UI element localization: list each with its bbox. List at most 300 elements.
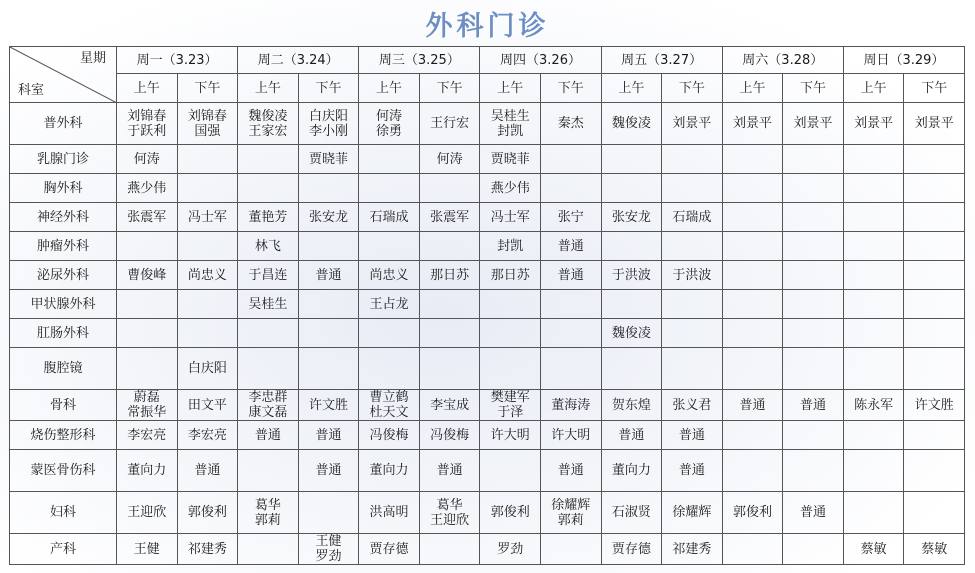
schedule-cell xyxy=(359,421,420,450)
doctor-name: 石瑞成 xyxy=(369,209,409,225)
schedule-cell xyxy=(117,145,178,174)
pm-header: 下午 xyxy=(419,74,480,103)
doctor-name: 郭莉 xyxy=(254,512,281,528)
dept-name: 胸外科 xyxy=(10,174,117,203)
schedule-cell xyxy=(238,103,299,145)
schedule-cell xyxy=(540,319,601,348)
day-header: 周四（3.26） xyxy=(480,47,601,74)
schedule-cell xyxy=(117,348,178,390)
doctor-name: 普通 xyxy=(678,463,705,478)
doctor-name: 李宏亮 xyxy=(127,427,167,443)
schedule-cell xyxy=(359,232,420,261)
dept-name: 泌尿外科 xyxy=(10,261,117,290)
schedule-cell xyxy=(177,103,238,145)
doctor-name: 许大明 xyxy=(551,427,591,443)
day-header: 周一（3.23） xyxy=(117,47,238,74)
schedule-cell xyxy=(117,450,178,492)
schedule-cell xyxy=(722,421,783,450)
table-row xyxy=(10,145,965,174)
schedule-cell xyxy=(238,534,299,565)
doctor-name: 葛华 xyxy=(436,497,463,513)
schedule-cell xyxy=(843,103,904,145)
schedule-cell xyxy=(843,174,904,203)
schedule-cell xyxy=(117,319,178,348)
doctor-name: 于泽 xyxy=(497,405,524,420)
table-row xyxy=(10,421,965,450)
doctor-name: 那日苏 xyxy=(430,267,470,283)
doctor-name: 郭俊利 xyxy=(732,505,772,520)
schedule-cell xyxy=(722,290,783,319)
am-header: 上午 xyxy=(359,74,420,103)
doctor-name: 普通 xyxy=(739,397,766,413)
doctor-name: 董向力 xyxy=(369,463,409,478)
schedule-cell xyxy=(298,103,359,145)
day-header: 周日（3.29） xyxy=(843,47,964,74)
schedule-cell xyxy=(662,203,723,232)
table-row xyxy=(10,203,965,232)
dept-name: 乳腺门诊 xyxy=(10,145,117,174)
table-row xyxy=(10,450,965,492)
doctor-name: 陈永军 xyxy=(854,397,894,413)
schedule-cell xyxy=(601,290,662,319)
schedule-cell xyxy=(540,174,601,203)
schedule-cell xyxy=(298,421,359,450)
schedule-cell xyxy=(904,348,965,390)
schedule-cell xyxy=(722,145,783,174)
schedule-cell xyxy=(419,174,480,203)
doctor-name: 王健 xyxy=(133,541,160,557)
schedule-cell xyxy=(783,290,844,319)
schedule-cell xyxy=(177,421,238,450)
doctor-name: 王占龙 xyxy=(369,296,409,312)
schedule-cell xyxy=(298,145,359,174)
schedule-cell xyxy=(904,103,965,145)
schedule-cell xyxy=(480,319,541,348)
schedule-cell xyxy=(238,174,299,203)
schedule-cell xyxy=(238,450,299,492)
schedule-cell xyxy=(601,348,662,390)
schedule-cell xyxy=(904,145,965,174)
doctor-name: 徐耀辉 xyxy=(672,505,712,520)
schedule-cell xyxy=(540,390,601,421)
doctor-name: 燕少伟 xyxy=(490,180,530,196)
schedule-cell xyxy=(722,450,783,492)
schedule-cell xyxy=(480,145,541,174)
table-row xyxy=(10,390,965,421)
schedule-cell xyxy=(783,203,844,232)
am-header: 上午 xyxy=(480,74,541,103)
schedule-cell xyxy=(117,232,178,261)
schedule-cell xyxy=(662,103,723,145)
doctor-name: 国强 xyxy=(194,123,221,139)
schedule-cell xyxy=(904,319,965,348)
schedule-cell xyxy=(722,261,783,290)
schedule-cell xyxy=(298,348,359,390)
dept-name: 甲状腺外科 xyxy=(10,290,117,319)
doctor-name: 李宏亮 xyxy=(187,427,227,443)
schedule-cell xyxy=(359,174,420,203)
doctor-name: 石淑贤 xyxy=(611,505,651,520)
schedule-cell xyxy=(480,232,541,261)
schedule-cell xyxy=(662,492,723,534)
doctor-name: 许大明 xyxy=(490,427,530,443)
doctor-name: 那日苏 xyxy=(490,267,530,283)
doctor-name: 蔚磊 xyxy=(133,390,160,405)
schedule-cell xyxy=(783,145,844,174)
schedule-cell xyxy=(722,348,783,390)
schedule-cell xyxy=(419,450,480,492)
schedule-cell xyxy=(419,421,480,450)
schedule-cell xyxy=(359,534,420,565)
schedule-cell xyxy=(117,261,178,290)
schedule-cell xyxy=(419,348,480,390)
schedule-cell xyxy=(540,290,601,319)
schedule-cell xyxy=(904,390,965,421)
dept-name: 肛肠外科 xyxy=(10,319,117,348)
doctor-name: 王迎欣 xyxy=(127,505,167,520)
schedule-cell xyxy=(117,534,178,565)
doctor-name: 魏俊凌 xyxy=(611,325,651,341)
table-row xyxy=(10,319,965,348)
schedule-cell xyxy=(177,290,238,319)
doctor-name: 杜天文 xyxy=(369,405,409,420)
am-header: 上午 xyxy=(722,74,783,103)
schedule-cell xyxy=(843,319,904,348)
schedule-cell xyxy=(722,103,783,145)
schedule-cell xyxy=(722,203,783,232)
schedule-cell xyxy=(540,145,601,174)
schedule-cell xyxy=(601,421,662,450)
day-header: 周五（3.27） xyxy=(601,47,722,74)
schedule-cell xyxy=(843,290,904,319)
schedule-cell xyxy=(540,232,601,261)
schedule-cell xyxy=(904,232,965,261)
doctor-name: 曹立鹤 xyxy=(369,390,409,405)
doctor-name: 刘景平 xyxy=(793,116,833,131)
doctor-name: 张义君 xyxy=(672,397,712,413)
schedule-cell xyxy=(843,421,904,450)
doctor-name: 何涛 xyxy=(133,151,160,167)
doctor-name: 贾晓菲 xyxy=(490,151,530,167)
doctor-name: 白庆阳 xyxy=(308,108,348,124)
doctor-name: 普通 xyxy=(194,463,221,478)
schedule-cell xyxy=(601,319,662,348)
schedule-cell xyxy=(662,348,723,390)
schedule-cell xyxy=(904,203,965,232)
pm-header: 下午 xyxy=(298,74,359,103)
schedule-cell xyxy=(843,450,904,492)
doctor-name: 普通 xyxy=(557,267,584,283)
doctor-name: 普通 xyxy=(315,427,342,443)
schedule-cell xyxy=(662,145,723,174)
schedule-cell xyxy=(601,232,662,261)
doctor-name: 冯俊梅 xyxy=(369,427,409,443)
pm-header: 下午 xyxy=(662,74,723,103)
schedule-cell xyxy=(783,492,844,534)
doctor-name: 洪高明 xyxy=(369,505,409,520)
doctor-name: 李小刚 xyxy=(308,123,348,139)
schedule-cell xyxy=(238,261,299,290)
schedule-cell xyxy=(662,450,723,492)
dept-name: 腹腔镜 xyxy=(10,348,117,390)
schedule-cell xyxy=(722,232,783,261)
schedule-cell xyxy=(540,534,601,565)
schedule-cell xyxy=(783,348,844,390)
schedule-cell xyxy=(177,261,238,290)
schedule-cell xyxy=(843,390,904,421)
doctor-name: 普通 xyxy=(557,238,584,254)
schedule-cell xyxy=(177,492,238,534)
dept-name: 妇科 xyxy=(10,492,117,534)
doctor-name: 刘景平 xyxy=(854,116,894,131)
doctor-name: 刘锦春 xyxy=(187,108,227,124)
doctor-name: 燕少伟 xyxy=(127,180,167,196)
dept-name: 蒙医骨伤科 xyxy=(10,450,117,492)
schedule-cell xyxy=(177,203,238,232)
schedule-cell xyxy=(238,145,299,174)
schedule-cell xyxy=(117,103,178,145)
schedule-cell xyxy=(783,534,844,565)
am-header: 上午 xyxy=(117,74,178,103)
doctor-name: 曹俊峰 xyxy=(127,267,167,283)
doctor-name: 葛华 xyxy=(254,497,281,513)
schedule-cell xyxy=(480,534,541,565)
schedule-cell xyxy=(783,450,844,492)
dept-name: 产科 xyxy=(10,534,117,565)
schedule-cell xyxy=(298,261,359,290)
schedule-cell xyxy=(662,261,723,290)
am-header: 上午 xyxy=(238,74,299,103)
day-header: 周二（3.24） xyxy=(238,47,359,74)
schedule-cell xyxy=(540,450,601,492)
schedule-cell xyxy=(540,492,601,534)
schedule-cell xyxy=(238,421,299,450)
doctor-name: 普通 xyxy=(254,427,281,443)
schedule-cell xyxy=(117,390,178,421)
schedule-cell xyxy=(298,203,359,232)
schedule-cell xyxy=(359,348,420,390)
doctor-name: 张震军 xyxy=(127,209,167,225)
doctor-name: 田文平 xyxy=(187,397,227,413)
doctor-name: 张安龙 xyxy=(611,209,651,225)
schedule-cell xyxy=(904,450,965,492)
week-label: 星期 xyxy=(79,51,106,66)
schedule-cell xyxy=(359,390,420,421)
schedule-cell xyxy=(238,203,299,232)
schedule-cell xyxy=(359,319,420,348)
schedule-cell xyxy=(177,390,238,421)
schedule-cell xyxy=(298,492,359,534)
schedule-cell xyxy=(359,103,420,145)
dept-name: 骨科 xyxy=(10,390,117,421)
doctor-name: 何涛 xyxy=(436,151,463,167)
schedule-cell xyxy=(662,534,723,565)
doctor-name: 李忠群 xyxy=(248,390,288,405)
schedule-cell xyxy=(298,290,359,319)
schedule-cell xyxy=(843,145,904,174)
schedule-cell xyxy=(904,261,965,290)
schedule-cell xyxy=(601,261,662,290)
schedule-cell xyxy=(117,203,178,232)
doctor-name: 尚忠义 xyxy=(369,267,409,283)
doctor-name: 冯士军 xyxy=(187,209,227,225)
schedule-cell xyxy=(601,203,662,232)
schedule-cell xyxy=(722,174,783,203)
schedule-cell xyxy=(480,492,541,534)
schedule-cell xyxy=(904,492,965,534)
schedule-cell xyxy=(662,232,723,261)
schedule-cell xyxy=(177,174,238,203)
dept-name: 肿瘤外科 xyxy=(10,232,117,261)
schedule-cell xyxy=(783,232,844,261)
doctor-name: 董艳芳 xyxy=(248,209,288,225)
schedule-cell xyxy=(419,232,480,261)
doctor-name: 秦杰 xyxy=(557,116,584,131)
table-row xyxy=(10,534,965,565)
doctor-name: 何涛 xyxy=(376,108,403,124)
doctor-name: 徐勇 xyxy=(376,123,403,139)
schedule-cell xyxy=(298,534,359,565)
schedule-cell xyxy=(722,319,783,348)
schedule-cell xyxy=(359,145,420,174)
doctor-name: 祁建秀 xyxy=(187,541,227,557)
doctor-name: 张宁 xyxy=(557,209,584,225)
doctor-name: 许文胜 xyxy=(914,397,954,413)
schedule-cell xyxy=(117,492,178,534)
schedule-cell xyxy=(540,261,601,290)
schedule-cell xyxy=(601,174,662,203)
schedule-cell xyxy=(480,348,541,390)
dept-name: 普外科 xyxy=(10,103,117,145)
schedule-cell xyxy=(662,421,723,450)
doctor-name: 普通 xyxy=(800,397,827,413)
schedule-cell xyxy=(419,492,480,534)
schedule-cell xyxy=(359,492,420,534)
schedule-cell xyxy=(419,534,480,565)
doctor-name: 董海涛 xyxy=(551,397,591,413)
schedule-cell xyxy=(722,390,783,421)
schedule-cell xyxy=(359,450,420,492)
schedule-cell xyxy=(238,232,299,261)
schedule-cell xyxy=(783,319,844,348)
schedule-cell xyxy=(419,261,480,290)
pm-header: 下午 xyxy=(783,74,844,103)
schedule-cell xyxy=(359,203,420,232)
doctor-name: 罗劲 xyxy=(497,541,524,557)
schedule-cell xyxy=(843,232,904,261)
doctor-name: 封凯 xyxy=(497,238,524,254)
doctor-name: 张震军 xyxy=(430,209,470,225)
schedule-cell xyxy=(601,103,662,145)
schedule-cell xyxy=(480,390,541,421)
doctor-name: 董向力 xyxy=(127,463,167,478)
schedule-cell xyxy=(601,145,662,174)
pm-header: 下午 xyxy=(177,74,238,103)
header-corner xyxy=(10,47,117,103)
table-row xyxy=(10,348,965,390)
table-row xyxy=(10,103,965,145)
schedule-cell xyxy=(480,261,541,290)
dept-name: 烧伤整形科 xyxy=(10,421,117,450)
schedule-cell xyxy=(783,174,844,203)
schedule-cell xyxy=(662,174,723,203)
doctor-name: 魏俊凌 xyxy=(248,108,288,124)
schedule-cell xyxy=(298,450,359,492)
schedule-cell xyxy=(419,203,480,232)
schedule-cell xyxy=(177,232,238,261)
doctor-name: 普通 xyxy=(800,505,827,520)
schedule-cell xyxy=(662,390,723,421)
schedule-cell xyxy=(662,319,723,348)
doctor-name: 郭俊利 xyxy=(490,505,530,520)
schedule-cell xyxy=(843,492,904,534)
schedule-cell xyxy=(722,492,783,534)
doctor-name: 王家宏 xyxy=(248,123,288,139)
doctor-name: 普通 xyxy=(315,463,342,478)
doctor-name: 魏俊凌 xyxy=(611,116,651,131)
schedule-cell xyxy=(540,203,601,232)
schedule-cell xyxy=(843,261,904,290)
schedule-cell xyxy=(783,390,844,421)
day-header: 周三（3.25） xyxy=(359,47,480,74)
schedule-cell xyxy=(904,290,965,319)
schedule-cell xyxy=(177,534,238,565)
doctor-name: 刘锦春 xyxy=(127,108,167,124)
doctor-name: 康文磊 xyxy=(248,405,288,420)
doctor-name: 贾存德 xyxy=(369,541,409,557)
doctor-name: 蔡敏 xyxy=(860,541,887,557)
doctor-name: 林飞 xyxy=(254,238,281,254)
schedule-cell xyxy=(298,319,359,348)
schedule-cell xyxy=(480,450,541,492)
doctor-name: 郭俊利 xyxy=(187,505,227,520)
schedule-cell xyxy=(843,348,904,390)
doctor-name: 吴桂生 xyxy=(490,108,530,124)
schedule-cell xyxy=(177,348,238,390)
schedule-cell xyxy=(904,174,965,203)
schedule-cell xyxy=(298,390,359,421)
pm-header: 下午 xyxy=(540,74,601,103)
page-title: 外科门诊 xyxy=(425,11,550,42)
doctor-name: 普通 xyxy=(436,463,463,478)
schedule-cell xyxy=(662,290,723,319)
schedule-cell xyxy=(843,534,904,565)
doctor-name: 祁建秀 xyxy=(672,541,712,557)
schedule-cell xyxy=(117,174,178,203)
doctor-name: 白庆阳 xyxy=(187,361,227,376)
schedule-cell xyxy=(843,203,904,232)
schedule-cell xyxy=(359,261,420,290)
table-row xyxy=(10,232,965,261)
doctor-name: 普通 xyxy=(557,463,584,478)
schedule-cell xyxy=(480,290,541,319)
doctor-name: 常振华 xyxy=(127,405,167,420)
schedule-cell xyxy=(238,492,299,534)
schedule-cell xyxy=(722,534,783,565)
doctor-name: 冯士军 xyxy=(490,209,530,225)
schedule-cell xyxy=(238,390,299,421)
schedule-cell xyxy=(480,103,541,145)
doctor-name: 张安龙 xyxy=(308,209,348,225)
doctor-name: 王迎欣 xyxy=(430,512,470,528)
schedule-cell xyxy=(419,290,480,319)
doctor-name: 冯俊梅 xyxy=(430,427,470,443)
schedule-cell xyxy=(904,534,965,565)
dept-name: 神经外科 xyxy=(10,203,117,232)
schedule-cell xyxy=(480,203,541,232)
schedule-cell xyxy=(601,492,662,534)
schedule-cell xyxy=(177,145,238,174)
